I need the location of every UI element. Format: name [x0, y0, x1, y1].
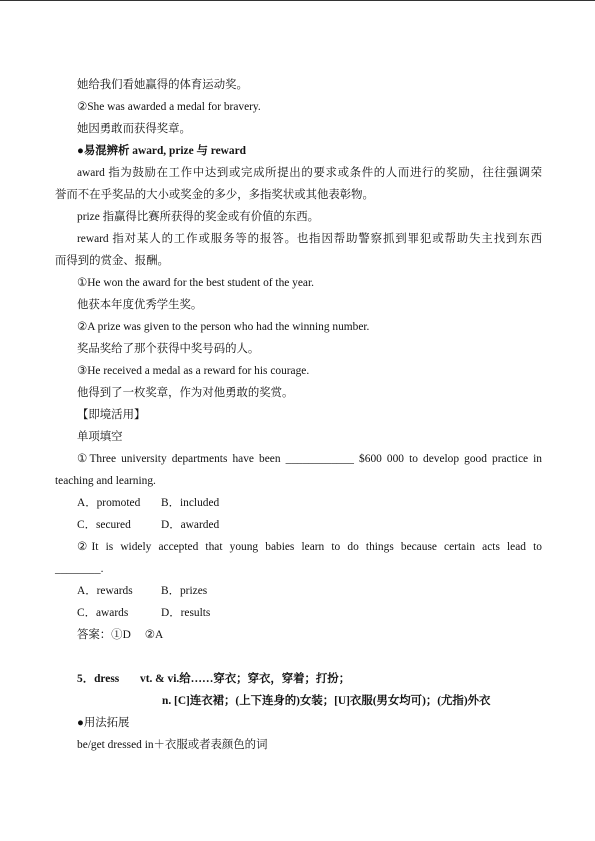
- option-c: C．secured: [77, 519, 131, 531]
- example-sentence: ②She was awarded a medal for bravery.: [77, 101, 261, 113]
- question-1-options-row1: [55, 492, 542, 514]
- option-c: C．awards: [77, 607, 129, 619]
- definition-prize: prize 指赢得比赛所获得的奖金或有价值的东西。: [77, 211, 320, 223]
- option-b: B．prizes: [161, 585, 208, 597]
- example-translation: 他得到了一枚奖章，作为对他勇敢的奖赏。: [77, 387, 294, 399]
- answer-line: [55, 624, 542, 646]
- section-heading-comparison: ●易混辨析 award, prize 与 reward: [77, 145, 246, 157]
- usage-heading: ●用法拓展: [77, 717, 130, 729]
- definition-award-line1: award 指为鼓励在工作中达到或完成所提出的要求或条件的人而进行的奖励，往往强调荣: [77, 167, 542, 179]
- definition-reward-line1: reward 指对某人的工作或服务等的报答。也指因帮助警察抓到罪犯或帮助失主找到东西: [77, 233, 542, 245]
- option-d: D．awarded: [161, 519, 220, 531]
- option-d: D．results: [161, 607, 211, 619]
- document-page: [55, 74, 542, 756]
- option-b: B．included: [161, 497, 220, 509]
- example-translation: 奖品奖给了那个获得中奖号码的人。: [77, 343, 260, 355]
- entry-verb-senses: vt. & vi.给……穿衣；穿衣，穿着；打扮；: [140, 673, 351, 685]
- example-translation: 他获本年度优秀学生奖。: [77, 299, 203, 311]
- question-1-stem-line1: ①Three university departments have been ____________ $600 000 to develop good practice in: [77, 453, 542, 465]
- question-2-stem-line1: ②It is widely accepted that young babies learn to do things because certain acts lead to: [77, 541, 542, 553]
- option-a: A．promoted: [77, 497, 141, 509]
- entry-5-header: [55, 668, 542, 690]
- usage-line: be/get dressed in＋衣服或者表颜色的词: [77, 739, 268, 751]
- example-sentence: ③He received a medal as a reward for his courage.: [77, 365, 310, 377]
- option-a: A．rewards: [77, 585, 133, 597]
- example-sentence: ②A prize was given to the person who had the winning number.: [77, 321, 370, 333]
- question-2-stem-line2: ________.: [55, 563, 104, 575]
- page-top-rule: [0, 0, 595, 1]
- entry-noun-senses: n. [C]连衣裙；(上下连身的)女装；[U]衣服(男女均可)；(尤指)外衣: [162, 695, 491, 707]
- question-2-options-row1: [55, 580, 542, 602]
- example-sentence: ①He won the award for the best student of the year.: [77, 277, 315, 289]
- practice-heading: 【即境活用】: [77, 409, 146, 421]
- question-1-stem-line2: teaching and learning.: [55, 475, 156, 487]
- answer-label: 答案：①D: [77, 629, 131, 641]
- example-translation: 她给我们看她赢得的体育运动奖。: [77, 79, 248, 91]
- blank-line: [55, 646, 542, 668]
- question-2-options-row2: [55, 602, 542, 624]
- definition-award-line2: 誉而不在乎奖品的大小或奖金的多少，多指奖状或其他表彰物。: [55, 189, 374, 201]
- question-1-options-row2: [55, 514, 542, 536]
- practice-subheading: 单项填空: [77, 431, 123, 443]
- example-translation: 她因勇敢而获得奖章。: [77, 123, 191, 135]
- entry-number: 5．dress: [77, 673, 120, 685]
- definition-reward-line2: 而得到的赏金、报酬。: [55, 255, 169, 267]
- answer-second: ②A: [144, 629, 164, 641]
- entry-5-noun-senses: [55, 690, 542, 712]
